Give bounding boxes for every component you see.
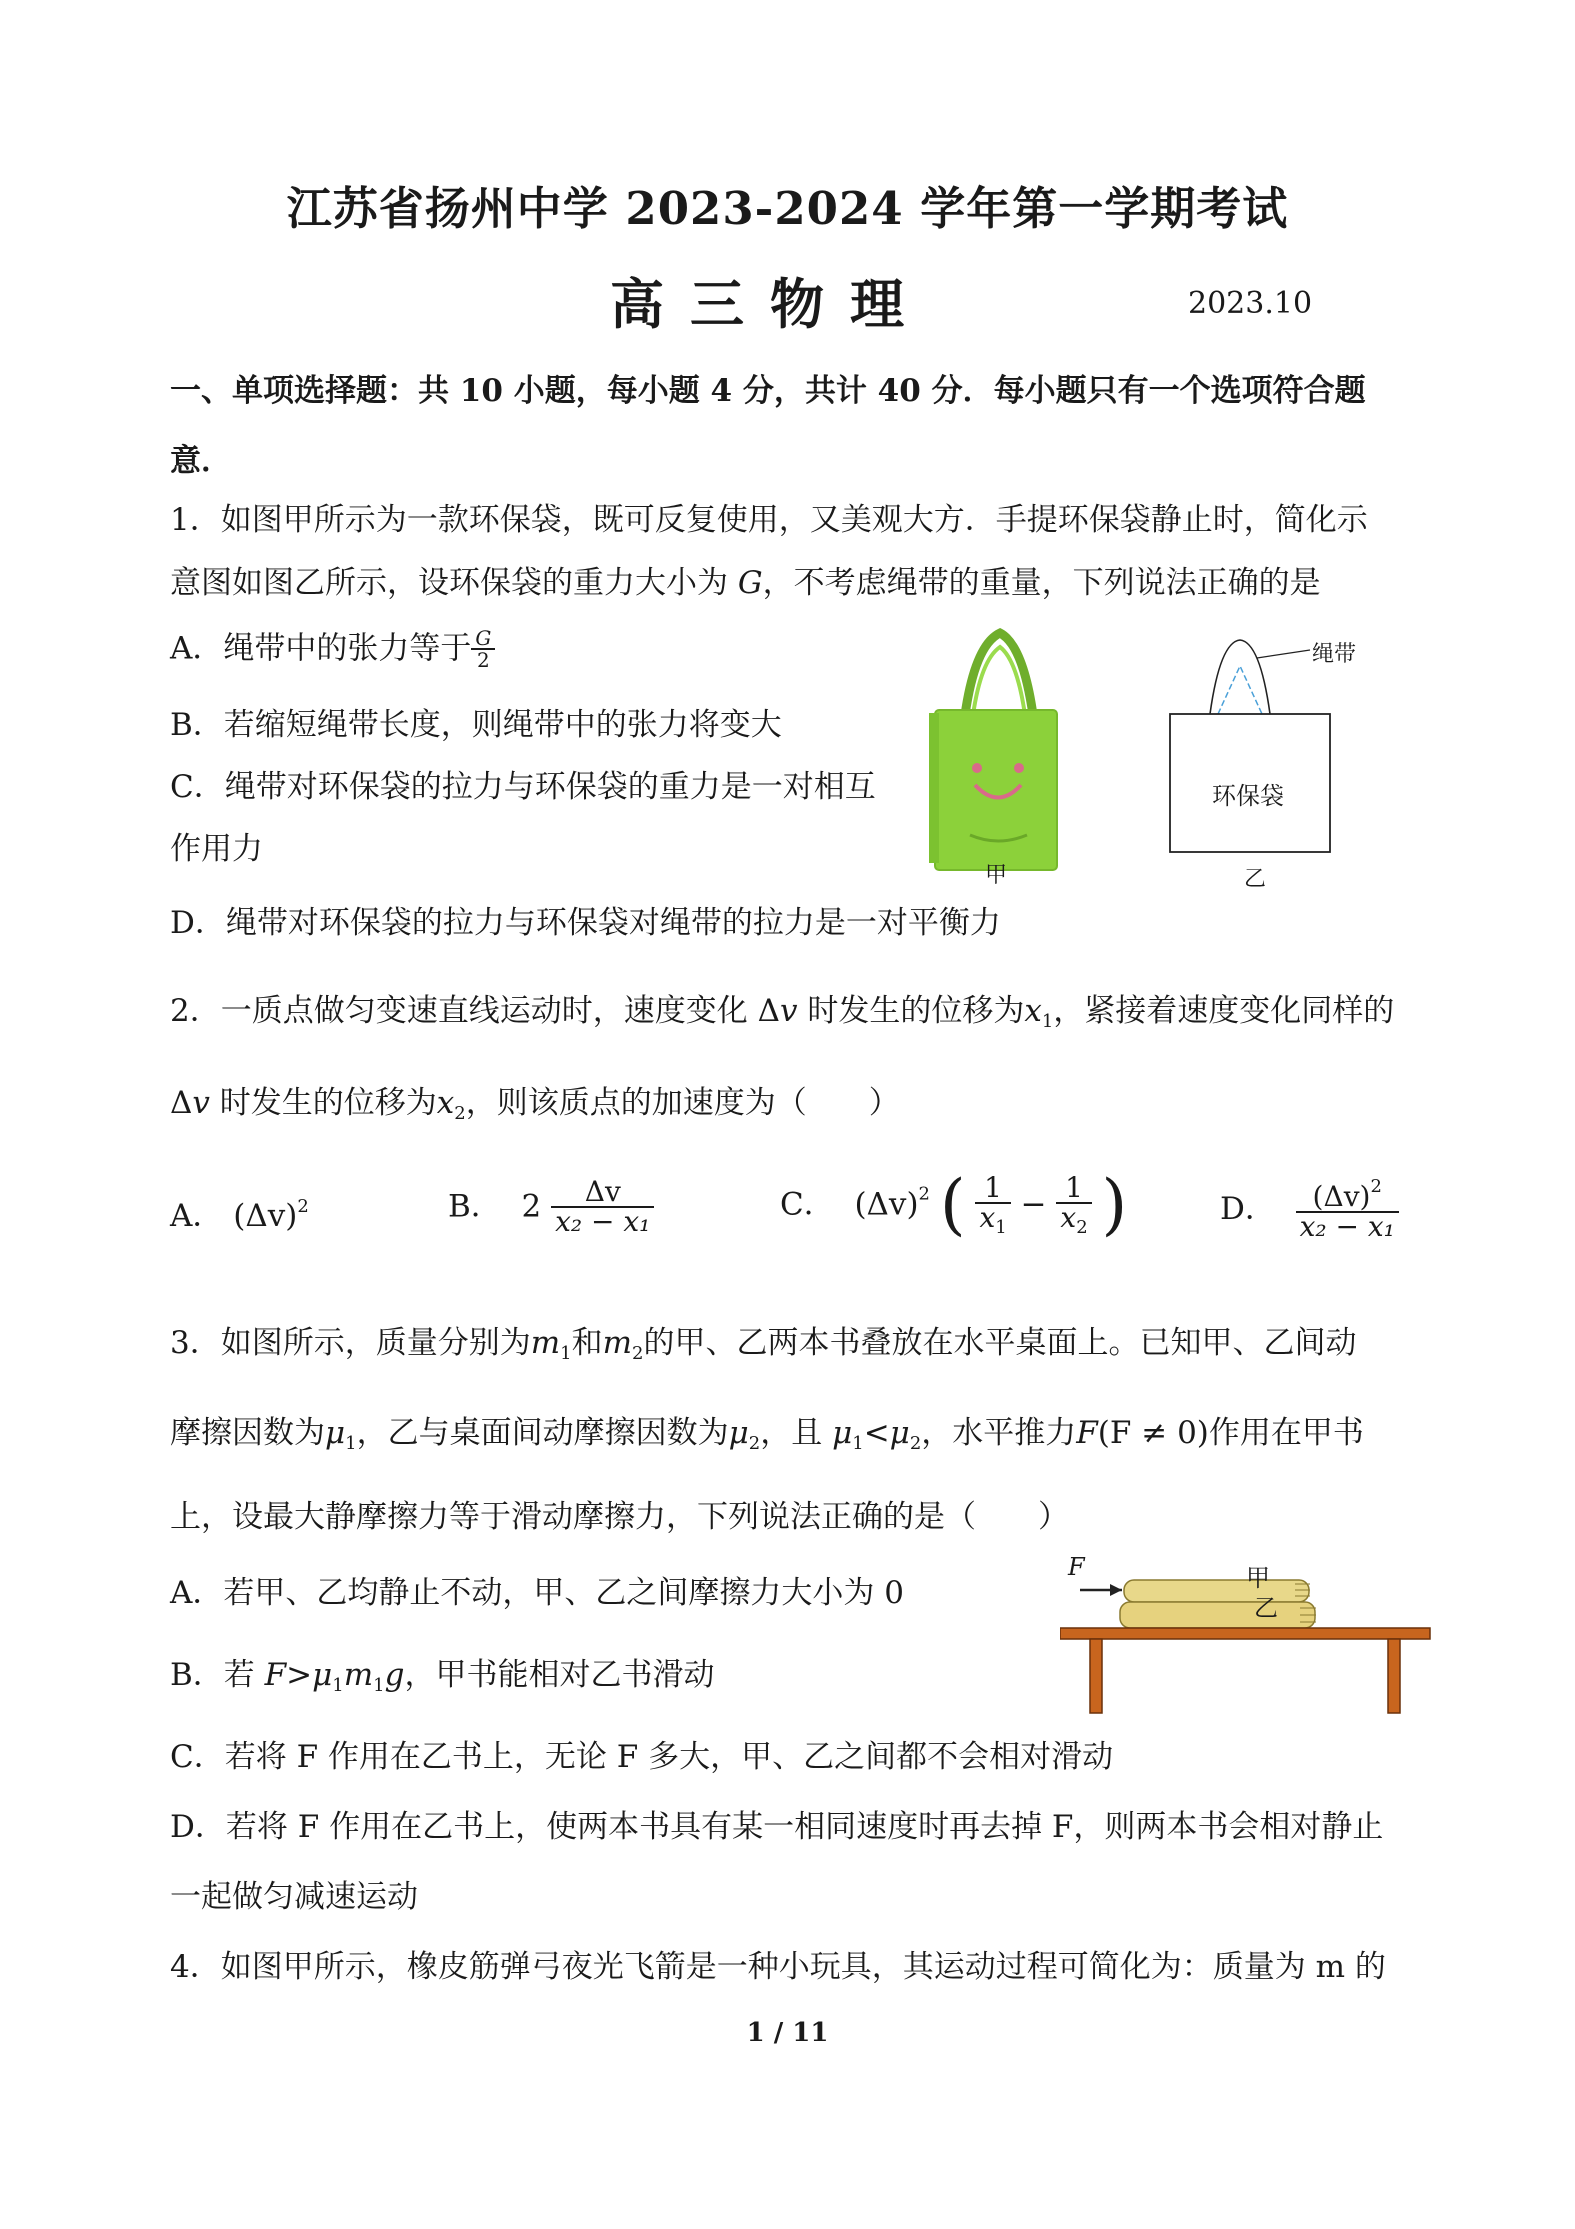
q1-stem-line1: 1．如图甲所示为一款环保袋，既可反复使用，又美观大方．手提环保袋静止时，简化示: [170, 502, 1368, 538]
q1-figure-jia: [915, 625, 1075, 885]
page-number: 1 / 11: [746, 2018, 829, 2048]
rope-pointer: [1257, 650, 1310, 658]
section-heading: 一、单项选择题：共 10 小题，每小题 4 分，共计 40 分．每小题只有一个选项符合题: [170, 373, 1366, 409]
section-heading-cont: 意．: [170, 443, 232, 479]
q2-stem-line2: Δv 时发生的位移为$x_2$，则该质点的加速度为（ ）: [170, 1085, 900, 1124]
q3-stem-line2: 摩擦因数为$\mu_1$，乙与桌面间动摩擦因数为$\mu_2$，且 $\mu_1<\mu_2$，水平推力F(F ≠ 0)作用在甲书: [170, 1415, 1364, 1454]
q3-option-b: B．若 $F>\mu_1m_1g$，甲书能相对乙书滑动: [170, 1657, 715, 1696]
table-leg-left: [1090, 1639, 1102, 1713]
q3-option-c: C．若将 F 作用在乙书上，无论 F 多大，甲、乙之间都不会相对滑动: [170, 1739, 1114, 1775]
q3-fig-jia-label: 甲: [1246, 1564, 1270, 1592]
bag-side: [929, 713, 939, 863]
bag-body: [935, 710, 1057, 870]
exam-title: 江苏省扬州中学 2023-2024 学年第一学期考试: [286, 182, 1289, 235]
q1-option-b: B．若缩短绳带长度，则绳带中的张力将变大: [170, 707, 782, 743]
q1-fig-rope-label: 绳带: [1312, 642, 1357, 667]
q1-option-d: D．绳带对环保袋的拉力与环保袋对绳带的拉力是一对平衡力: [170, 905, 1001, 941]
force-arrowhead: [1110, 1584, 1122, 1596]
subject-title: 高三物理: [610, 272, 930, 336]
q3-option-a: A．若甲、乙均静止不动，甲、乙之间摩擦力大小为 0: [170, 1575, 904, 1611]
q3-fig-yi-label: 乙: [1254, 1594, 1278, 1622]
q1-fig-yi-label: 乙: [1244, 867, 1267, 892]
q3-stem-line3: 上，设最大静摩擦力等于滑动摩擦力，下列说法正确的是（ ）: [170, 1499, 1069, 1535]
q2-stem-line1: 2．一质点做匀变速直线运动时，速度变化 Δv 时发生的位移为$x_1$，紧接着速度变化同样的: [170, 993, 1395, 1032]
q3-option-d-line1: D．若将 F 作用在乙书上，使两本书具有某一相同速度时再去掉 F，则两本书会相对静止: [170, 1809, 1384, 1845]
q2-option-c: C． $(\Delta v)^2$ ( $\frac{1}{x_1}$ − $\frac{1}{x_2}$ ): [780, 1166, 1128, 1243]
bag-eye-left: [972, 763, 982, 773]
rope-force-lines: [1218, 666, 1262, 714]
book-jia: [1124, 1580, 1309, 1602]
q1-fig-jia-label: 甲: [985, 863, 1008, 888]
q3-option-d-line2: 一起做匀减速运动: [170, 1879, 418, 1915]
q1-option-c-line1: C．绳带对环保袋的拉力与环保袋的重力是一对相互: [170, 769, 876, 805]
q2-option-a: A． $(\Delta v)^2$: [170, 1196, 309, 1234]
q3-stem-line1: 3．如图所示，质量分别为$m_1$和$m_2$的甲、乙两本书叠放在水平桌面上。已知甲、乙间动: [170, 1325, 1357, 1364]
q2-option-d: D． $\frac{(\Delta v)^2}{\text{x₂ − x₁}}$: [1220, 1178, 1399, 1241]
q1-option-c-line2: 作用力: [170, 831, 263, 867]
q1-stem-line2: 意图如图乙所示，设环保袋的重力大小为 G，不考虑绳带的重量，下列说法正确的是: [170, 565, 1321, 601]
table-top: [1060, 1628, 1430, 1639]
exam-date: 2023.10: [1188, 286, 1313, 321]
book-yi: [1120, 1602, 1315, 1628]
bag-eye-right: [1014, 763, 1024, 773]
q1-figure-yi: [1160, 630, 1400, 900]
q2-option-b: B． 2 $\frac{\Delta v}{\text{x₂ − x₁}}$: [448, 1178, 654, 1236]
q1-fig-bag-label: 环保袋: [1212, 782, 1284, 810]
rope-outer: [1210, 640, 1270, 714]
q4-stem-line1: 4．如图甲所示，橡皮筋弹弓夜光飞箭是一种小玩具，其运动过程可简化为：质量为 m 的: [170, 1949, 1386, 1985]
table-leg-right: [1388, 1639, 1400, 1713]
q3-fig-F-label: F: [1068, 1553, 1085, 1581]
q1-option-a: A．绳带中的张力等于 $\frac{G}{2}$: [170, 628, 495, 670]
